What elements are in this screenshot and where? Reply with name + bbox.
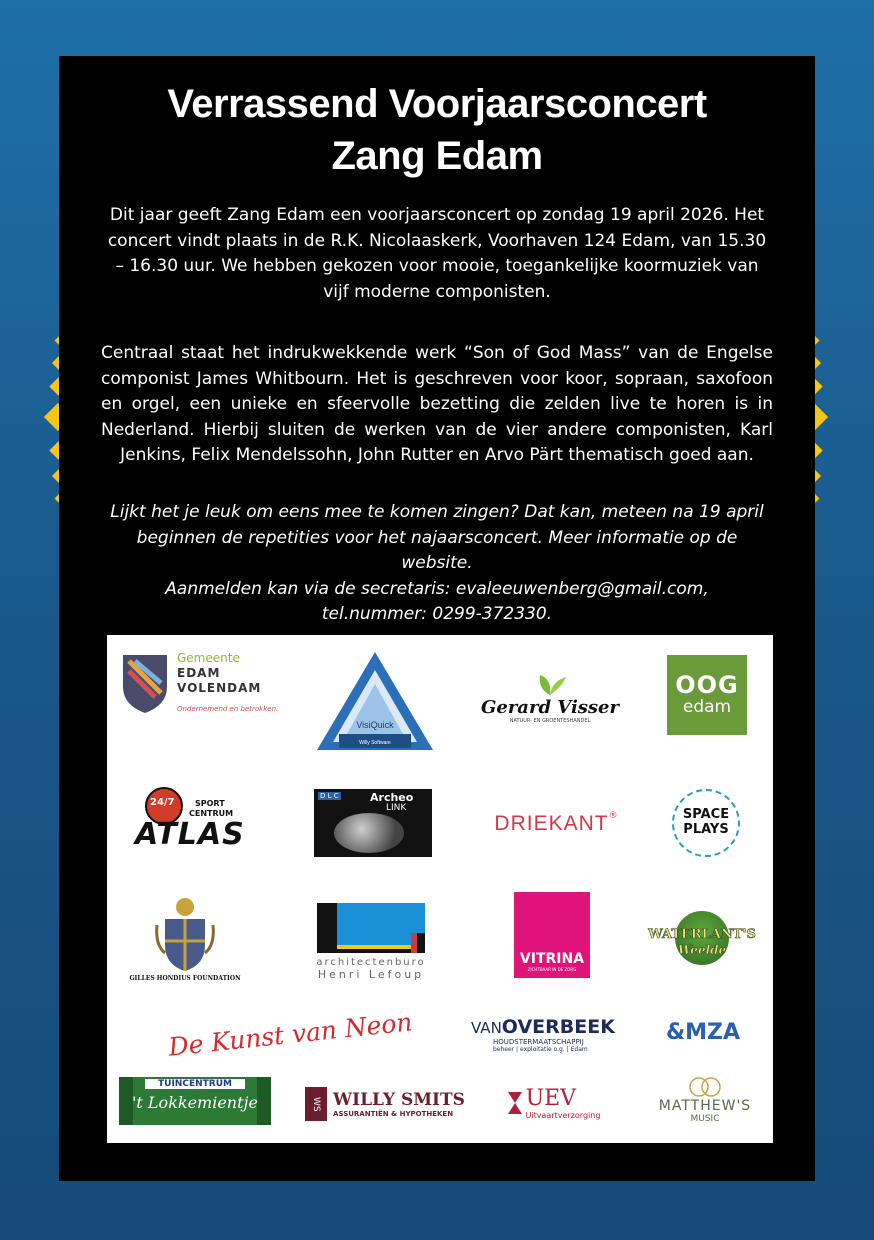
logo-lokkemientje: TUINCENTRUM 't Lokkemientje [119,1077,271,1125]
lefoup-building-icon [315,901,427,955]
svg-text:Willy Software: Willy Software [359,740,391,746]
leaf-icon [530,673,570,697]
visiquick-triangle-icon [313,648,437,754]
invite-paragraph [101,500,773,628]
logo-mza: &MZA [665,1019,741,1045]
program-paragraph: Centraal staat het indrukwekkende werk “Son of God Mass” van de Engelse componist James Whitbourn. Het is geschreven voor koor, sopraan, saxofoon en orgel, een unieke en sfeervolle bezetting die zelden live te horen is in Nederland. Hierbij sluiten de werken van de vier andere componisten, Karl Jenkins, Felix Mendelssohn, John Rutter en Arvo Pärt thematisch goed aan. [101,343,773,465]
logo-archeolink: D L C Archeo LINK [314,789,432,857]
logo-kunst-van-neon: De Kunst van Neon [166,1006,414,1062]
content-panel [59,56,815,1181]
invite-line-3: tel.nummer: 0299-372330. [321,604,553,624]
logo-edam-volendam: Gemeente EDAM VOLENDAM Ondernemend en betrokken. [121,649,291,719]
invite-line-1: Lijkt het je leuk om eens mee te komen zingen? Dat kan, meteen na 19 april beginnen de repetities voor het najaarsconcert. Meer informatie op de website. [110,502,764,573]
logo-oog-edam: OOG edam [667,655,747,735]
logo-visiquick [313,647,437,755]
logo-atlas: 24/7 SPORT CENTRUM ATLAS [133,785,239,853]
logo-gilles-hondius: GILLES HONDIUS FOUNDATION [133,889,237,987]
logo-gerard-visser: Gerard Visser NATUUR- EN GROENTESHANDEL [485,663,615,733]
logo-driekant: DRIEKANT ® [494,811,618,835]
logo-matthews-music: MATTHEW'S MUSIC [647,1067,763,1133]
logo-uev: UEV Uitvaartverzorging [503,1081,603,1125]
edam-volendam-shield-icon [121,653,169,715]
logo-henri-lefoup: architectenburo Henri Lefoup [313,899,429,983]
invite-line-2: Aanmelden kan via de secretaris: evaleeuwenberg@gmail.com, [165,578,709,599]
hourglass-icon [506,1090,524,1116]
logo-waterlants: WATERLANT'S Weelde [645,907,759,969]
sponsor-logos [107,635,773,1143]
title-line-1: Verrassend Voorjaarsconcert [167,82,707,126]
logo-vitrina: VITRINA ZICHTBAAR IN DE ZORG [514,892,590,978]
svg-text:VisiQuick: VisiQuick [356,720,394,730]
logo-willy-smits: WS WILLY SMITS ASSURANTIËN & HYPOTHEKEN [307,1085,463,1123]
logo-van-overbeek: VANOVERBEEK HOUDSTERMAATSCHAPPIJ beheer | exploitatie o.g. | Edam [471,1016,615,1053]
page-title [59,78,815,182]
title-line-2: Zang Edam [331,134,543,178]
intro-paragraph: Dit jaar geeft Zang Edam een voorjaarsconcert op zondag 19 april 2026. Het concert vindt plaats in de R.K. Nicolaaskerk, Voorhaven 124 Edam, van 15.30 – 16.30 uur. We hebben gekozen voor mooie, toegankelijke koormuziek van vijf moderne componisten. [107,205,767,302]
trowel-image [334,813,404,853]
coat-of-arms-icon [153,895,217,975]
logo-space-plays: SPACE PLAYS [663,787,749,859]
matthews-circles-icon [685,1076,725,1098]
willy-smits-mark-icon: WS [305,1087,327,1121]
